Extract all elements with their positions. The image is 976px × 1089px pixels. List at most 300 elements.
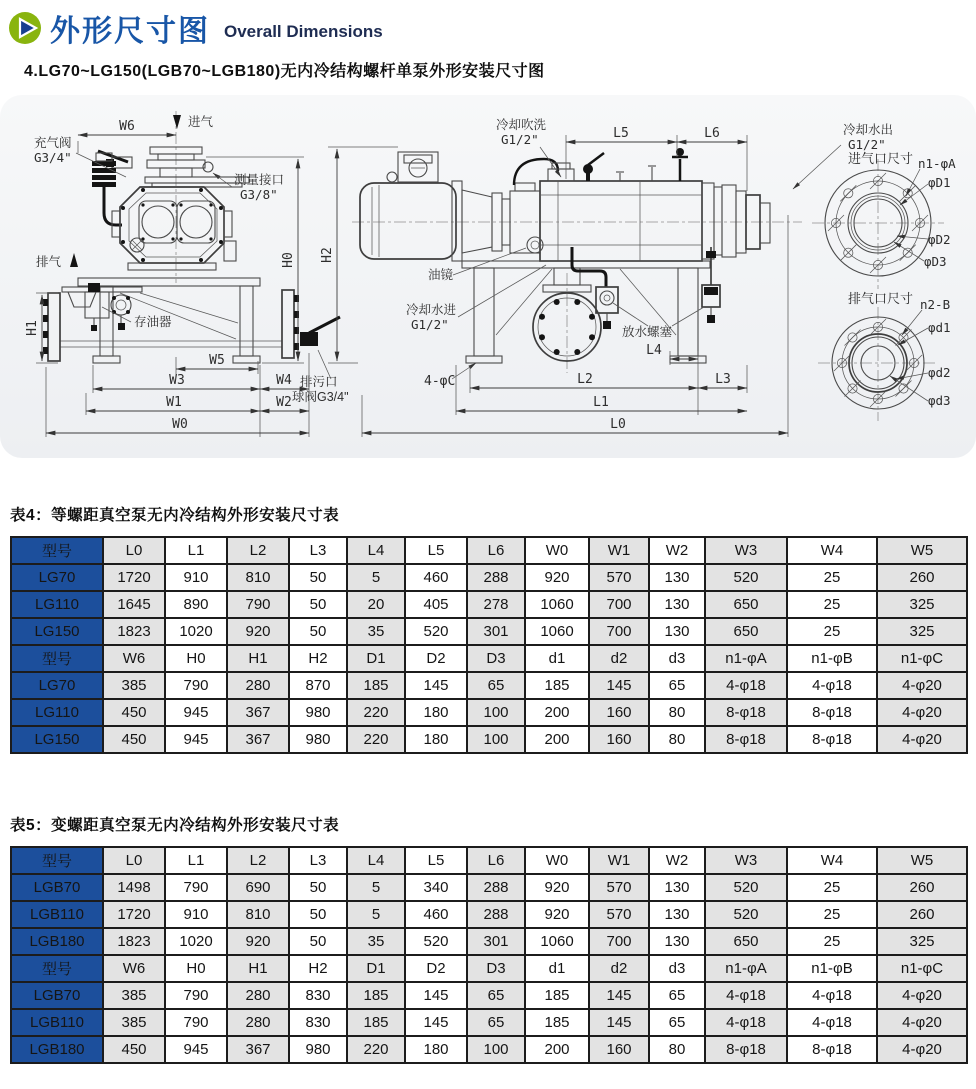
data-row	[11, 564, 967, 591]
dim-symbol-header: W1	[589, 537, 649, 564]
dim-value-cell: 80	[649, 699, 705, 726]
dim-value-cell: 4-φ18	[705, 672, 787, 699]
dim-value-cell: 280	[227, 672, 289, 699]
dim-value-cell: 65	[649, 672, 705, 699]
model-column-header: 型号	[11, 847, 103, 874]
data-row	[11, 672, 967, 699]
dim-value-cell: 520	[405, 928, 467, 955]
dim-value-cell: 130	[649, 618, 705, 645]
dim-value-cell: 185	[347, 672, 405, 699]
dim-value-cell: 8-φ18	[705, 699, 787, 726]
dim-value-cell: 325	[877, 928, 967, 955]
exhaust-arrow-icon	[70, 253, 78, 267]
figure-subtitle: 4.LG70~LG150(LGB70~LGB180)无内冷结构螺杆单泵外形安装尺寸图	[24, 63, 545, 80]
label-oil-reservoir: 存油器	[134, 315, 172, 329]
dim-symbol-header: L5	[405, 847, 467, 874]
dim-value-cell: 920	[227, 618, 289, 645]
dim-value-cell: 50	[289, 618, 347, 645]
dim-value-cell: 460	[405, 901, 467, 928]
dim-value-cell: 160	[589, 726, 649, 753]
dim-value-cell: 340	[405, 874, 467, 901]
flange-label-phid3: φd3	[928, 393, 951, 408]
model-name-cell: LGB70	[11, 982, 103, 1009]
dim-symbol-header: H0	[165, 955, 227, 982]
label-drain-port: 排污口	[300, 375, 338, 389]
label-exhaust: 排气	[36, 255, 62, 269]
dim-value-cell: 35	[347, 928, 405, 955]
dim-symbol-header: L3	[289, 847, 347, 874]
dim-value-cell: 301	[467, 928, 525, 955]
dim-symbol-header: W6	[103, 645, 165, 672]
dim-value-cell: 65	[467, 672, 525, 699]
dim-value-cell: 185	[347, 982, 405, 1009]
dim-symbol-header: L3	[289, 537, 347, 564]
dim-symbol-header: L1	[165, 537, 227, 564]
dim-value-cell: 20	[347, 591, 405, 618]
dim-value-cell: 130	[649, 591, 705, 618]
data-row	[11, 726, 967, 753]
dim-value-cell: 260	[877, 874, 967, 901]
dim-value-cell: 100	[467, 726, 525, 753]
dim-value-cell: 870	[289, 672, 347, 699]
dim-symbol-header: H1	[227, 955, 289, 982]
dim-symbol-header: d1	[525, 645, 589, 672]
dim-symbol-header: D1	[347, 955, 405, 982]
dim-value-cell: 65	[649, 1009, 705, 1036]
dim-value-cell: 180	[405, 699, 467, 726]
dim-value-cell: 50	[289, 591, 347, 618]
dim-value-cell: 650	[705, 618, 787, 645]
dim-value-cell: 220	[347, 726, 405, 753]
dim-value-cell: 80	[649, 1036, 705, 1063]
dim-value-cell: 1020	[165, 928, 227, 955]
model-column-header: 型号	[11, 645, 103, 672]
dim-value-cell: 145	[589, 1009, 649, 1036]
dim-value-cell: 890	[165, 591, 227, 618]
dim-value-cell: 790	[165, 672, 227, 699]
dim-value-cell: 65	[649, 982, 705, 1009]
dim-value-cell: 8-φ18	[787, 726, 877, 753]
dim-value-cell: 130	[649, 928, 705, 955]
label-measure-port: 测量接口	[234, 173, 285, 187]
dim-value-cell: 570	[589, 564, 649, 591]
dim-value-cell: 50	[289, 564, 347, 591]
dim-value-cell: 185	[347, 1009, 405, 1036]
dim-value-cell: 130	[649, 874, 705, 901]
dim-value-cell: 920	[525, 874, 589, 901]
dim-value-cell: 5	[347, 874, 405, 901]
dim-symbol-header: n1-φB	[787, 955, 877, 982]
dim-value-cell: 288	[467, 564, 525, 591]
dim-label-h2: H2	[320, 247, 335, 263]
dim-label-l2: L2	[577, 372, 593, 387]
dim-symbol-header: L2	[227, 537, 289, 564]
dim-symbol-header: D2	[405, 955, 467, 982]
dim-value-cell: 35	[347, 618, 405, 645]
dim-value-cell: 945	[165, 726, 227, 753]
dim-value-cell: 4-φ20	[877, 982, 967, 1009]
dim-value-cell: 920	[525, 564, 589, 591]
dim-value-cell: 220	[347, 1036, 405, 1063]
dim-symbol-header: W1	[589, 847, 649, 874]
dim-symbol-header: n1-φA	[705, 645, 787, 672]
label-drain-plug: 放水螺塞	[622, 325, 673, 339]
dim-value-cell: 1720	[103, 564, 165, 591]
dim-label-l0: L0	[610, 417, 626, 432]
dim-value-cell: 4-φ20	[877, 672, 967, 699]
dim-value-cell: 260	[877, 901, 967, 928]
dim-value-cell: 4-φ20	[877, 726, 967, 753]
dim-value-cell: 700	[589, 928, 649, 955]
dim-label-h1: H1	[25, 320, 40, 336]
table4-caption: 表4：等螺距真空泵无内冷结构外形安装尺寸表	[10, 507, 340, 524]
dim-symbol-header: D1	[347, 645, 405, 672]
header-row	[11, 645, 967, 672]
dim-value-cell: 520	[405, 618, 467, 645]
label-cooling-flush: 冷却吹洗	[496, 118, 547, 132]
dim-value-cell: 790	[165, 874, 227, 901]
label-cooling-flush-size: G1/2"	[501, 132, 539, 147]
dim-symbol-header: D3	[467, 645, 525, 672]
dim-label-l4: L4	[646, 343, 662, 358]
model-name-cell: LGB110	[11, 901, 103, 928]
dim-value-cell: 4-φ18	[787, 1009, 877, 1036]
dim-symbol-header: L6	[467, 847, 525, 874]
dim-symbol-header: L0	[103, 537, 165, 564]
dim-value-cell: 1020	[165, 618, 227, 645]
dim-symbol-header: W0	[525, 847, 589, 874]
dim-value-cell: 185	[525, 1009, 589, 1036]
dim-value-cell: 50	[289, 928, 347, 955]
dim-value-cell: 690	[227, 874, 289, 901]
label-cooling-out: 冷却水出	[843, 123, 894, 137]
dim-value-cell: 4-φ18	[787, 982, 877, 1009]
dim-value-cell: 570	[589, 874, 649, 901]
dim-symbol-header: D2	[405, 645, 467, 672]
dim-symbol-header: W0	[525, 537, 589, 564]
table5-caption: 表5：变螺距真空泵无内冷结构外形安装尺寸表	[10, 817, 340, 834]
dim-value-cell: 130	[649, 564, 705, 591]
dim-value-cell: 1060	[525, 928, 589, 955]
dim-value-cell: 450	[103, 1036, 165, 1063]
dim-value-cell: 8-φ18	[787, 1036, 877, 1063]
dim-symbol-header: W3	[705, 537, 787, 564]
dim-value-cell: 25	[787, 874, 877, 901]
side-view-drawing	[352, 148, 802, 373]
dim-value-cell: 385	[103, 982, 165, 1009]
dim-value-cell: 650	[705, 928, 787, 955]
dim-symbol-header: d2	[589, 955, 649, 982]
dim-value-cell: 25	[787, 591, 877, 618]
label-cooling-in-size: G1/2"	[411, 317, 449, 332]
flange-label-phiD2: φD2	[928, 232, 951, 247]
dim-value-cell: 450	[103, 726, 165, 753]
dim-value-cell: 367	[227, 1036, 289, 1063]
dim-value-cell: 8-φ18	[705, 726, 787, 753]
dim-value-cell: 910	[165, 901, 227, 928]
dim-symbol-header: L5	[405, 537, 467, 564]
model-column-header: 型号	[11, 537, 103, 564]
dim-value-cell: 520	[705, 901, 787, 928]
dim-value-cell: 1720	[103, 901, 165, 928]
dim-value-cell: 280	[227, 982, 289, 1009]
data-row	[11, 591, 967, 618]
dim-symbol-header: H2	[289, 955, 347, 982]
flange-label-n2-B: n2-B	[920, 297, 951, 312]
dim-value-cell: 980	[289, 726, 347, 753]
front-view-dimensions	[25, 114, 398, 437]
model-name-cell: LG70	[11, 564, 103, 591]
table5	[10, 846, 968, 1064]
table4	[10, 536, 968, 754]
dim-symbol-header: n1-φC	[877, 645, 967, 672]
dim-symbol-header: H0	[165, 645, 227, 672]
dim-value-cell: 790	[165, 982, 227, 1009]
dim-value-cell: 700	[589, 618, 649, 645]
exhaust-flange-title: 排气口尺寸	[848, 291, 914, 306]
dim-value-cell: 100	[467, 699, 525, 726]
data-row	[11, 901, 967, 928]
dim-value-cell: 200	[525, 699, 589, 726]
dim-value-cell: 80	[649, 726, 705, 753]
dim-value-cell: 145	[589, 982, 649, 1009]
dim-value-cell: 50	[289, 901, 347, 928]
dimension-drawing-panel	[0, 95, 976, 458]
dim-symbol-header: H1	[227, 645, 289, 672]
dim-label-w5: W5	[209, 353, 225, 368]
dim-symbol-header: H2	[289, 645, 347, 672]
dim-value-cell: 200	[525, 1036, 589, 1063]
intake-arrow-icon	[173, 115, 181, 129]
model-name-cell: LGB110	[11, 1009, 103, 1036]
label-cooling-in: 冷却水进	[406, 303, 457, 317]
label-foot-holes: 4-φC	[424, 374, 456, 389]
data-row	[11, 1009, 967, 1036]
dim-value-cell: 4-φ18	[705, 1009, 787, 1036]
label-intake: 进气	[188, 115, 214, 129]
dim-value-cell: 830	[289, 1009, 347, 1036]
data-row	[11, 1036, 967, 1063]
dim-value-cell: 280	[227, 1009, 289, 1036]
dim-value-cell: 180	[405, 726, 467, 753]
flange-label-n1-phiA: n1-φA	[918, 156, 956, 171]
side-view-dimensions	[362, 117, 893, 437]
header-row	[11, 955, 967, 982]
dim-value-cell: 790	[227, 591, 289, 618]
header-row	[11, 537, 967, 564]
dim-value-cell: 450	[103, 699, 165, 726]
dim-value-cell: 520	[705, 874, 787, 901]
model-name-cell: LG110	[11, 699, 103, 726]
model-name-cell: LGB70	[11, 874, 103, 901]
label-charge-valve: 充气阀	[34, 136, 72, 150]
dim-symbol-header: L0	[103, 847, 165, 874]
dim-value-cell: 4-φ18	[787, 672, 877, 699]
dim-label-w0: W0	[172, 417, 188, 432]
dim-label-l5: L5	[613, 126, 629, 141]
flange-label-phid2: φd2	[928, 365, 951, 380]
dim-value-cell: 301	[467, 618, 525, 645]
dim-value-cell: 5	[347, 564, 405, 591]
model-name-cell: LG70	[11, 672, 103, 699]
dim-value-cell: 180	[405, 1036, 467, 1063]
dim-label-l3: L3	[715, 372, 731, 387]
dim-value-cell: 288	[467, 874, 525, 901]
dim-value-cell: 1060	[525, 591, 589, 618]
front-view-drawing	[43, 111, 340, 379]
dim-value-cell: 325	[877, 618, 967, 645]
dim-value-cell: 945	[165, 699, 227, 726]
model-name-cell: LG110	[11, 591, 103, 618]
dim-symbol-header: L6	[467, 537, 525, 564]
dim-label-w3: W3	[169, 373, 185, 388]
dim-symbol-header: n1-φC	[877, 955, 967, 982]
dim-value-cell: 288	[467, 901, 525, 928]
dim-value-cell: 810	[227, 564, 289, 591]
dim-value-cell: 160	[589, 699, 649, 726]
dim-value-cell: 1645	[103, 591, 165, 618]
dim-value-cell: 145	[589, 672, 649, 699]
dim-value-cell: 920	[525, 901, 589, 928]
dim-value-cell: 145	[405, 1009, 467, 1036]
dim-value-cell: 367	[227, 699, 289, 726]
dim-value-cell: 160	[589, 1036, 649, 1063]
dim-value-cell: 200	[525, 726, 589, 753]
dim-symbol-header: L1	[165, 847, 227, 874]
dim-value-cell: 460	[405, 564, 467, 591]
dim-value-cell: 385	[103, 1009, 165, 1036]
dim-value-cell: 4-φ20	[877, 1009, 967, 1036]
dim-symbol-header: W5	[877, 847, 967, 874]
model-name-cell: LG150	[11, 618, 103, 645]
dim-value-cell: 145	[405, 982, 467, 1009]
intake-flange-title: 进气口尺寸	[848, 151, 914, 166]
dim-label-h0: H0	[281, 252, 296, 268]
dim-symbol-header: W3	[705, 847, 787, 874]
dim-symbol-header: L2	[227, 847, 289, 874]
dim-symbol-header: L4	[347, 847, 405, 874]
dim-value-cell: 920	[227, 928, 289, 955]
dim-value-cell: 830	[289, 982, 347, 1009]
model-name-cell: LG150	[11, 726, 103, 753]
dim-symbol-header: W2	[649, 847, 705, 874]
data-row	[11, 874, 967, 901]
dim-label-w1: W1	[166, 395, 182, 410]
flange-label-phiD3: φD3	[924, 254, 947, 269]
dim-symbol-header: W2	[649, 537, 705, 564]
section-header	[8, 6, 383, 50]
dim-symbol-header: n1-φA	[705, 955, 787, 982]
dim-value-cell: 385	[103, 672, 165, 699]
exhaust-flange-diagram	[818, 291, 951, 421]
dim-value-cell: 25	[787, 618, 877, 645]
dim-value-cell: 5	[347, 901, 405, 928]
dim-value-cell: 650	[705, 591, 787, 618]
dim-label-w2: W2	[276, 395, 292, 410]
dim-symbol-header: d3	[649, 645, 705, 672]
dim-value-cell: 520	[705, 564, 787, 591]
dim-value-cell: 790	[165, 1009, 227, 1036]
dim-value-cell: 1823	[103, 928, 165, 955]
dim-label-l1: L1	[593, 395, 609, 410]
dim-value-cell: 980	[289, 699, 347, 726]
data-row	[11, 618, 967, 645]
dim-value-cell: 25	[787, 564, 877, 591]
dim-symbol-header: W6	[103, 955, 165, 982]
flange-label-phiD1: φD1	[928, 175, 951, 190]
dim-value-cell: 130	[649, 901, 705, 928]
dim-value-cell: 185	[525, 672, 589, 699]
dim-symbol-header: W5	[877, 537, 967, 564]
dim-value-cell: 25	[787, 901, 877, 928]
section-bullet-icon	[8, 11, 42, 45]
dim-symbol-header: L4	[347, 537, 405, 564]
model-column-header: 型号	[11, 955, 103, 982]
dim-value-cell: 980	[289, 1036, 347, 1063]
header-row	[11, 847, 967, 874]
dim-value-cell: 1498	[103, 874, 165, 901]
dim-value-cell: 278	[467, 591, 525, 618]
dim-value-cell: 25	[787, 928, 877, 955]
dim-symbol-header: D3	[467, 955, 525, 982]
intake-flange-diagram	[812, 151, 956, 289]
dim-symbol-header: W4	[787, 537, 877, 564]
dim-label-w4: W4	[276, 373, 292, 388]
dim-value-cell: 8-φ18	[705, 1036, 787, 1063]
dim-symbol-header: d3	[649, 955, 705, 982]
label-measure-port-size: G3/8"	[240, 187, 278, 202]
dim-value-cell: 50	[289, 874, 347, 901]
dim-value-cell: 1060	[525, 618, 589, 645]
dim-value-cell: 405	[405, 591, 467, 618]
dim-value-cell: 945	[165, 1036, 227, 1063]
dim-value-cell: 910	[165, 564, 227, 591]
dim-symbol-header: W4	[787, 847, 877, 874]
data-row	[11, 982, 967, 1009]
page-title-zh: 外形尺寸图	[50, 15, 210, 48]
label-cooling-out-size: G1/2"	[848, 137, 886, 152]
dim-value-cell: 4-φ20	[877, 699, 967, 726]
dim-value-cell: 4-φ20	[877, 1036, 967, 1063]
flange-label-phid1: φd1	[928, 320, 951, 335]
data-row	[11, 928, 967, 955]
dim-value-cell: 220	[347, 699, 405, 726]
dim-value-cell: 4-φ18	[705, 982, 787, 1009]
dim-value-cell: 260	[877, 564, 967, 591]
model-name-cell: LGB180	[11, 928, 103, 955]
label-oil-sight: 油镜	[428, 268, 454, 282]
dim-value-cell: 325	[877, 591, 967, 618]
dim-value-cell: 367	[227, 726, 289, 753]
dim-value-cell: 185	[525, 982, 589, 1009]
dim-value-cell: 8-φ18	[787, 699, 877, 726]
dim-label-w6: W6	[119, 119, 135, 134]
dim-symbol-header: d2	[589, 645, 649, 672]
dim-value-cell: 65	[467, 1009, 525, 1036]
dim-value-cell: 810	[227, 901, 289, 928]
dim-value-cell: 700	[589, 591, 649, 618]
label-drain-valve: 球阀G3/4"	[292, 390, 349, 404]
model-name-cell: LGB180	[11, 1036, 103, 1063]
dim-label-l6: L6	[704, 126, 720, 141]
dim-symbol-header: d1	[525, 955, 589, 982]
dim-value-cell: 145	[405, 672, 467, 699]
dim-value-cell: 1823	[103, 618, 165, 645]
dim-symbol-header: n1-φB	[787, 645, 877, 672]
dim-value-cell: 65	[467, 982, 525, 1009]
data-row	[11, 699, 967, 726]
dim-value-cell: 100	[467, 1036, 525, 1063]
